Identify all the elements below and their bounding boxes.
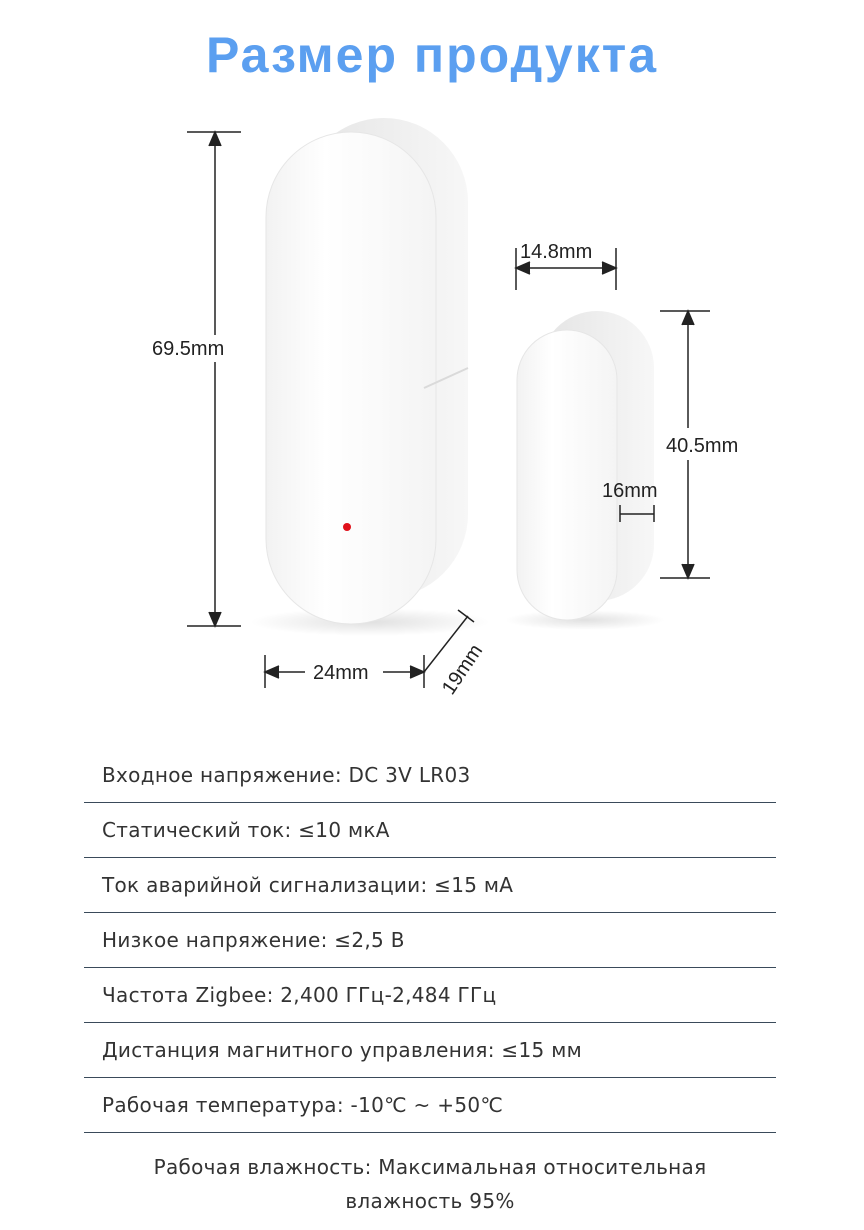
main-depth-label: 19mm: [437, 640, 488, 699]
spec-list: [84, 748, 776, 1133]
main-width-label: 24mm: [313, 662, 369, 684]
spec-static-current: Статический ток: ≤10 мкА: [84, 803, 776, 858]
spec-alarm-current: Ток аварийной сигнализации: ≤15 мА: [84, 858, 776, 913]
magnet-height-label: 40.5mm: [666, 435, 739, 457]
spec-humidity-line-1: Рабочая влажность: Максимальная относительная: [153, 1155, 707, 1179]
magnet-width-label: 14.8mm: [520, 241, 593, 263]
spec-input-voltage: Входное напряжение: DC 3V LR03: [84, 748, 776, 803]
spec-humidity-line-2: влажность 95%: [345, 1189, 515, 1213]
spec-zigbee-frequency: Частота Zigbee: 2,400 ГГц-2,484 ГГц: [84, 968, 776, 1023]
magnet-depth-label: 16mm: [602, 480, 658, 502]
magnet-part: [505, 311, 665, 630]
spec-operating-humidity: [84, 1150, 776, 1218]
spec-low-voltage: Низкое напряжение: ≤2,5 В: [84, 913, 776, 968]
indicator-led-icon: [343, 523, 351, 531]
page-title: Размер продукта: [205, 27, 659, 83]
main-height-label: 69.5mm: [152, 338, 225, 360]
main-sensor: [250, 118, 490, 636]
spec-operating-temperature: Рабочая температура: -10℃ ~ +50℃: [84, 1078, 776, 1133]
spec-magnetic-distance: Дистанция магнитного управления: ≤15 мм: [84, 1023, 776, 1078]
